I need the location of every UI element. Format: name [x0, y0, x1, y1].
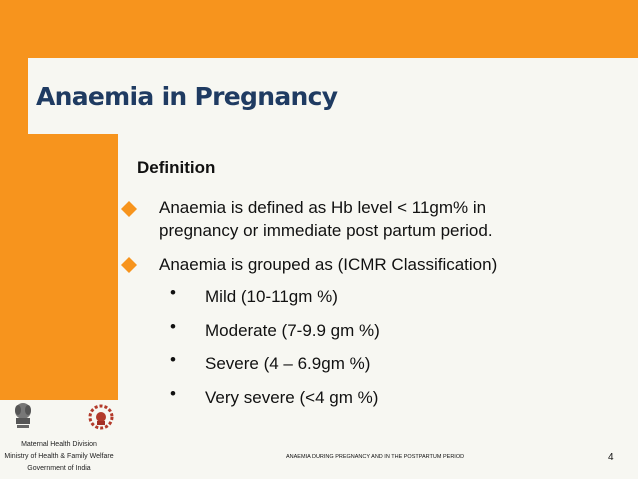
bullet-item — [159, 253, 497, 276]
page-number: 4 — [608, 452, 614, 463]
severity-severe: Severe (4 – 6.9gm %) — [205, 354, 371, 373]
severity-very-severe: Very severe (<4 gm %) — [205, 388, 379, 407]
footer-left-line: Maternal Health Division — [21, 441, 97, 448]
content-background — [118, 134, 638, 479]
bullet-line: Anaemia is defined as Hb level < 11gm% in — [159, 198, 487, 217]
national-emblem-icon — [12, 401, 34, 431]
slide-title: Anaemia in Pregnancy — [36, 82, 338, 111]
bullet-item — [159, 196, 493, 242]
slide-footer: ANAEMIA DURING PREGNANCY AND IN THE POSTPARTUM PERIOD — [286, 454, 465, 460]
ministry-footer — [0, 439, 118, 475]
bullet-line: pregnancy or immediate post partum period. — [159, 221, 493, 240]
footer-left-line: Ministry of Health & Family Welfare — [4, 453, 114, 460]
orange-top-border — [0, 0, 638, 58]
diamond-bullet-icon — [121, 201, 137, 217]
health-ministry-logo-icon — [86, 404, 116, 430]
severity-moderate: Moderate (7-9.9 gm %) — [205, 321, 380, 340]
definition-heading: Definition — [137, 158, 216, 177]
sub-bullet-dot: • — [170, 283, 176, 302]
sub-bullet-dot: • — [170, 350, 176, 369]
sub-bullet-dot: • — [170, 384, 176, 403]
footer-left-line: Government of India — [27, 465, 91, 472]
severity-mild: Mild (10-11gm %) — [205, 287, 338, 306]
bullet-line: Anaemia is grouped as (ICMR Classification) — [159, 255, 498, 274]
sub-bullet-dot: • — [170, 317, 176, 336]
diamond-bullet-icon — [121, 257, 137, 273]
